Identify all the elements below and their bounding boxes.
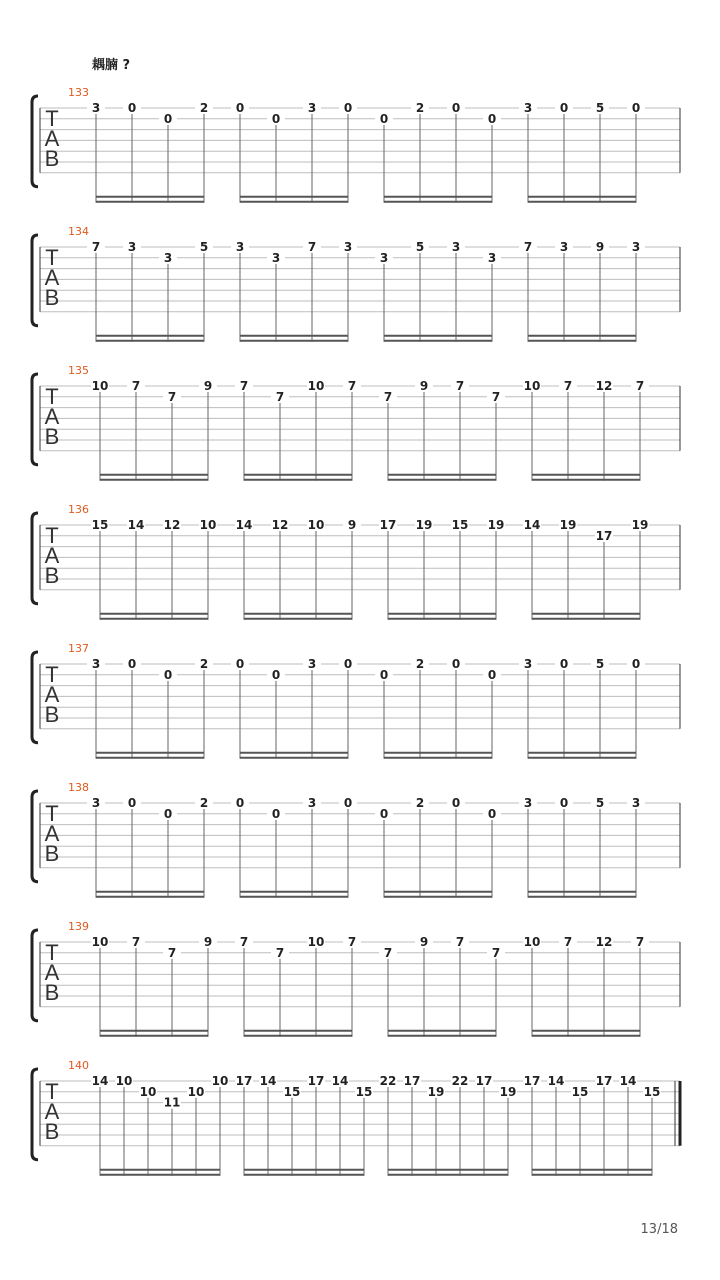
fret-number: 11	[163, 1095, 181, 1110]
fret-number: 9	[203, 935, 213, 949]
fret-number: 7	[239, 379, 249, 393]
fret-number: 19	[487, 518, 505, 532]
fret-number: 10	[187, 1084, 205, 1099]
fret-number: 7	[491, 945, 501, 960]
fret-number: 3	[307, 657, 317, 671]
fret-number: 2	[199, 101, 209, 115]
fret-number: 0	[271, 111, 281, 126]
fret-number: 3	[379, 250, 389, 265]
fret-number: 9	[347, 518, 357, 532]
fret-number: 5	[199, 240, 209, 254]
fret-number: 2	[199, 796, 209, 810]
fret-number: 9	[203, 379, 213, 393]
fret-number: 0	[379, 667, 389, 682]
fret-number: 0	[127, 657, 137, 671]
fret-number: 19	[631, 518, 649, 532]
measure-number: 133	[68, 86, 89, 99]
tab-clef-letter: B	[44, 702, 60, 727]
tab-clef-letter: B	[44, 285, 60, 310]
fret-number: 0	[235, 796, 245, 810]
fret-number: 0	[163, 806, 173, 821]
fret-number: 2	[415, 796, 425, 810]
fret-number: 3	[631, 240, 641, 254]
measure-number: 138	[68, 781, 89, 794]
fret-number: 12	[163, 518, 181, 532]
fret-number: 15	[355, 1084, 373, 1099]
tab-clef-letter: A	[44, 960, 60, 985]
fret-number: 0	[559, 657, 569, 671]
fret-number: 10	[523, 935, 541, 949]
fret-number: 0	[271, 667, 281, 682]
fret-number: 19	[415, 518, 433, 532]
staff-bracket	[32, 374, 38, 465]
fret-number: 17	[307, 1074, 325, 1088]
tab-clef-letter: A	[44, 126, 60, 151]
fret-number: 3	[91, 796, 101, 810]
fret-number: 14	[127, 518, 145, 532]
fret-number: 0	[163, 667, 173, 682]
staff-bracket	[32, 235, 38, 326]
fret-number: 3	[523, 657, 533, 671]
fret-number: 3	[487, 250, 497, 265]
fret-number: 12	[595, 935, 613, 949]
fret-number: 3	[451, 240, 461, 254]
fret-number: 22	[451, 1074, 469, 1088]
fret-number: 0	[631, 657, 641, 671]
staff-bracket	[32, 513, 38, 604]
staff-bracket	[32, 96, 38, 187]
fret-number: 14	[235, 518, 253, 532]
tab-clef-letter: A	[44, 682, 60, 707]
staff-bracket	[32, 930, 38, 1021]
fret-number: 7	[563, 379, 573, 393]
fret-number: 12	[595, 379, 613, 393]
fret-number: 3	[163, 250, 173, 265]
fret-number: 7	[91, 240, 101, 254]
fret-number: 7	[347, 379, 357, 393]
fret-number: 10	[523, 379, 541, 393]
fret-number: 15	[571, 1084, 589, 1099]
fret-number: 10	[91, 379, 109, 393]
fret-number: 10	[115, 1074, 133, 1088]
tab-clef-letter: A	[44, 404, 60, 429]
fret-number: 5	[415, 240, 425, 254]
fret-number: 15	[643, 1084, 661, 1099]
fret-number: 14	[547, 1074, 565, 1088]
fret-number: 3	[343, 240, 353, 254]
fret-number: 7	[131, 379, 141, 393]
fret-number: 0	[559, 796, 569, 810]
tab-clef-letter: B	[44, 980, 60, 1005]
fret-number: 0	[559, 101, 569, 115]
measure-number: 140	[68, 1059, 89, 1072]
staff-bracket	[32, 1069, 38, 1160]
song-title: 耦腩 ?	[92, 58, 131, 73]
fret-number: 9	[595, 240, 605, 254]
fret-number: 3	[91, 657, 101, 671]
fret-number: 0	[451, 796, 461, 810]
fret-number: 19	[499, 1084, 517, 1099]
fret-number: 2	[199, 657, 209, 671]
fret-number: 7	[275, 389, 285, 404]
fret-number: 17	[523, 1074, 541, 1088]
fret-number: 10	[139, 1084, 157, 1099]
fret-number: 7	[383, 945, 393, 960]
fret-number: 10	[211, 1074, 229, 1088]
fret-number: 14	[331, 1074, 349, 1088]
fret-number: 19	[427, 1084, 445, 1099]
fret-number: 3	[523, 101, 533, 115]
tab-clef-letter: T	[45, 523, 59, 548]
fret-number: 17	[235, 1074, 253, 1088]
fret-number: 7	[523, 240, 533, 254]
measure-number: 139	[68, 920, 89, 933]
fret-number: 3	[523, 796, 533, 810]
fret-number: 19	[559, 518, 577, 532]
fret-number: 0	[127, 101, 137, 115]
tab-clef-letter: B	[44, 563, 60, 588]
tab-clef-letter: T	[45, 801, 59, 826]
fret-number: 7	[635, 379, 645, 393]
fret-number: 14	[523, 518, 541, 532]
tab-clef-letter: B	[44, 1119, 60, 1144]
fret-number: 5	[595, 101, 605, 115]
fret-number: 22	[379, 1074, 397, 1088]
fret-number: 7	[491, 389, 501, 404]
fret-number: 3	[631, 796, 641, 810]
fret-number: 0	[631, 101, 641, 115]
fret-number: 0	[487, 111, 497, 126]
fret-number: 7	[167, 389, 177, 404]
fret-number: 2	[415, 101, 425, 115]
fret-number: 7	[563, 935, 573, 949]
fret-number: 10	[91, 935, 109, 949]
fret-number: 0	[343, 796, 353, 810]
fret-number: 2	[415, 657, 425, 671]
measure-number: 137	[68, 642, 89, 655]
staff-bracket	[32, 652, 38, 743]
fret-number: 15	[283, 1084, 301, 1099]
fret-number: 3	[127, 240, 137, 254]
fret-number: 3	[307, 796, 317, 810]
fret-number: 14	[259, 1074, 277, 1088]
fret-number: 3	[307, 101, 317, 115]
fret-number: 3	[559, 240, 569, 254]
fret-number: 3	[91, 101, 101, 115]
tab-clef-letter: A	[44, 821, 60, 846]
fret-number: 7	[307, 240, 317, 254]
fret-number: 7	[275, 945, 285, 960]
fret-number: 0	[235, 657, 245, 671]
tab-clef-letter: A	[44, 265, 60, 290]
fret-number: 10	[307, 935, 325, 949]
fret-number: 0	[271, 806, 281, 821]
tab-clef-letter: T	[45, 662, 59, 687]
fret-number: 0	[163, 111, 173, 126]
fret-number: 5	[595, 796, 605, 810]
fret-number: 10	[307, 518, 325, 532]
fret-number: 17	[379, 518, 397, 532]
measure-number: 135	[68, 364, 89, 377]
fret-number: 7	[635, 935, 645, 949]
fret-number: 10	[307, 379, 325, 393]
tab-clef-letter: T	[45, 384, 59, 409]
measure-number: 134	[68, 225, 89, 238]
fret-number: 7	[455, 379, 465, 393]
page-number: 13/18	[640, 1222, 678, 1237]
fret-number: 7	[347, 935, 357, 949]
fret-number: 14	[91, 1074, 109, 1088]
fret-number: 0	[343, 101, 353, 115]
fret-number: 17	[595, 528, 613, 543]
fret-number: 17	[475, 1074, 493, 1088]
fret-number: 7	[239, 935, 249, 949]
fret-number: 3	[235, 240, 245, 254]
measure-number: 136	[68, 503, 89, 516]
fret-number: 3	[271, 250, 281, 265]
fret-number: 7	[455, 935, 465, 949]
fret-number: 0	[487, 806, 497, 821]
fret-number: 0	[379, 806, 389, 821]
fret-number: 7	[167, 945, 177, 960]
fret-number: 5	[595, 657, 605, 671]
fret-number: 0	[379, 111, 389, 126]
staff-bracket	[32, 791, 38, 882]
tab-clef-letter: B	[44, 424, 60, 449]
fret-number: 17	[595, 1074, 613, 1088]
tab-clef-letter: T	[45, 1079, 59, 1104]
fret-number: 0	[343, 657, 353, 671]
fret-number: 7	[131, 935, 141, 949]
fret-number: 10	[199, 518, 217, 532]
fret-number: 15	[91, 518, 109, 532]
fret-number: 14	[619, 1074, 637, 1088]
tab-clef-letter: B	[44, 841, 60, 866]
fret-number: 0	[487, 667, 497, 682]
fret-number: 9	[419, 379, 429, 393]
fret-number: 0	[235, 101, 245, 115]
tab-clef-letter: A	[44, 1099, 60, 1124]
tab-clef-letter: A	[44, 543, 60, 568]
fret-number: 0	[127, 796, 137, 810]
fret-number: 17	[403, 1074, 421, 1088]
fret-number: 0	[451, 101, 461, 115]
fret-number: 7	[383, 389, 393, 404]
fret-number: 0	[451, 657, 461, 671]
tab-clef-letter: T	[45, 245, 59, 270]
tab-clef-letter: T	[45, 106, 59, 131]
tab-clef-letter: B	[44, 146, 60, 171]
fret-number: 15	[451, 518, 469, 532]
fret-number: 12	[271, 518, 289, 532]
tab-clef-letter: T	[45, 940, 59, 965]
fret-number: 9	[419, 935, 429, 949]
